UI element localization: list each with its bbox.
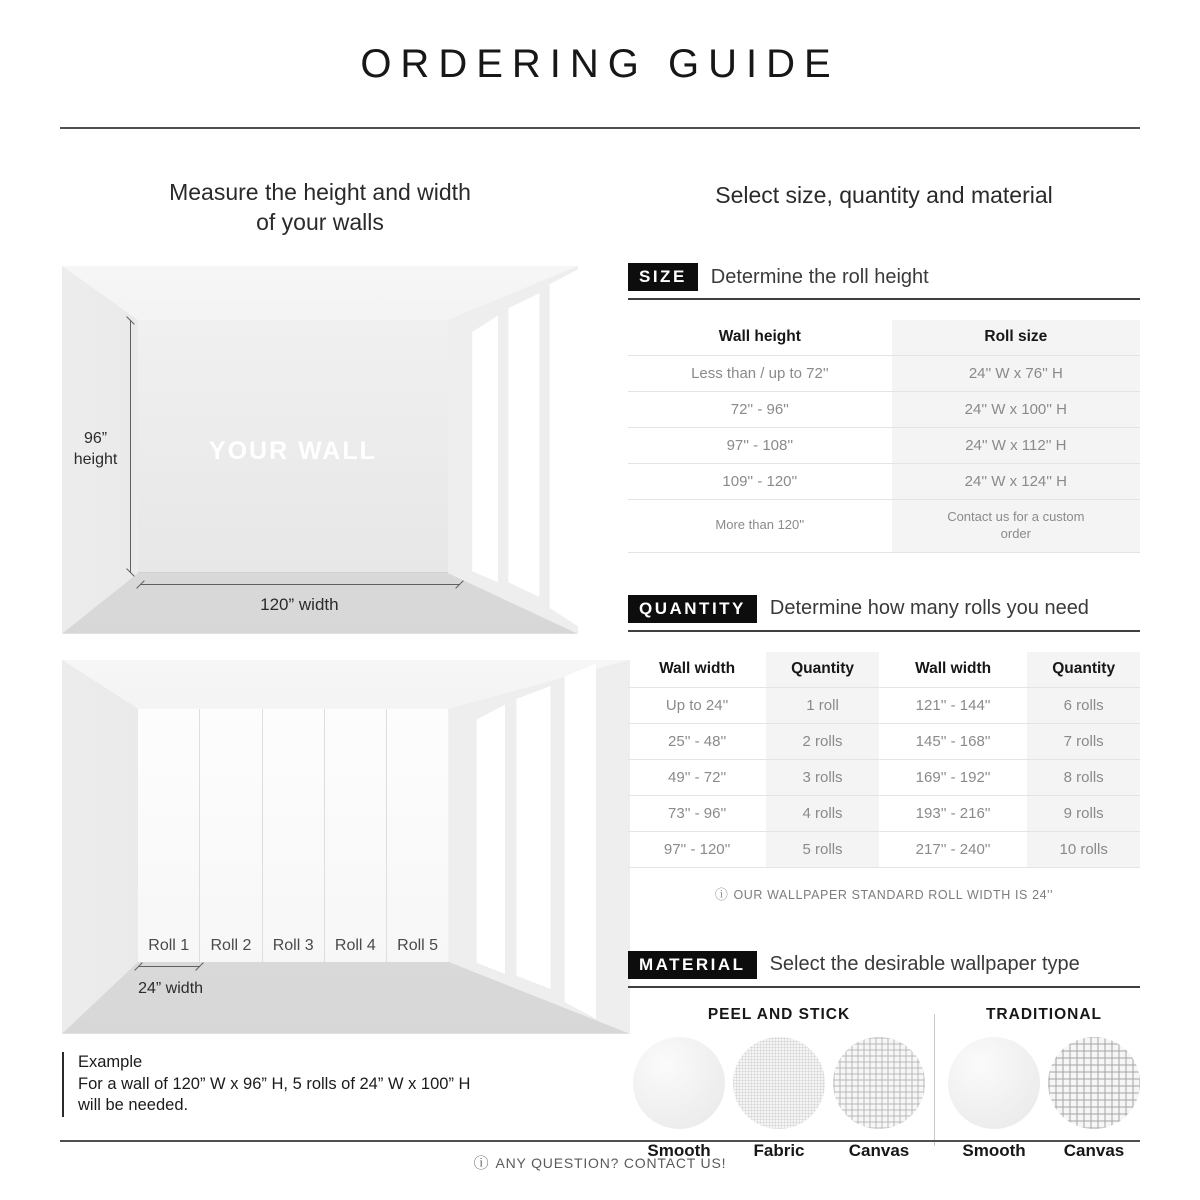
material-option-fabric: Fabric — [733, 1037, 825, 1161]
quantity-table-row — [628, 759, 1140, 795]
roll-width-label: 24” width — [138, 979, 204, 997]
size-section-header — [628, 263, 1140, 300]
material-option-canvas: Canvas — [833, 1037, 925, 1161]
material-section-header — [628, 951, 1140, 988]
quantity-cell: 1 roll — [766, 687, 879, 723]
title-divider — [60, 127, 1140, 129]
size-table-row — [628, 428, 1140, 464]
example-note — [62, 1052, 630, 1117]
quantity-cell: 3 rolls — [766, 759, 879, 795]
wallpaper-panel — [387, 709, 448, 962]
example-title: Example — [78, 1052, 143, 1071]
size-table-row — [628, 356, 1140, 392]
traditional-group — [948, 1006, 1140, 1161]
measure-heading — [62, 178, 578, 238]
wall-height-cell: 97'' - 108'' — [726, 437, 794, 454]
measure-column — [62, 178, 630, 1117]
select-heading: Select size, quantity and material — [715, 182, 1053, 208]
traditional-title: TRADITIONAL — [985, 1005, 1103, 1023]
wall-height-cell: 72'' - 96'' — [730, 401, 789, 418]
canvas-texture-swatch — [833, 1037, 925, 1129]
quantity-cell: 9 rolls — [1027, 795, 1140, 831]
canvas-texture-swatch — [1048, 1037, 1140, 1129]
footer-divider — [60, 1140, 1140, 1142]
quantity-subtitle: Determine how many rolls you need — [769, 597, 1089, 620]
quantity-header: Quantity — [1027, 652, 1140, 688]
quantity-cell: 5 rolls — [766, 831, 879, 867]
wall-width-cell: 25'' - 48'' — [668, 732, 727, 750]
size-table-row — [628, 500, 1140, 553]
footer-contact-note: ⓘ ANY QUESTION? CONTACT US! — [473, 1155, 727, 1172]
size-section — [628, 263, 1140, 553]
page-title: ORDERING GUIDE — [360, 42, 840, 86]
roll-size-cell: 24'' W x 100'' H — [892, 392, 1140, 428]
material-groups — [628, 1006, 1140, 1161]
material-tag: MATERIAL — [628, 951, 757, 979]
roll-size-header: Roll size — [892, 320, 1140, 356]
wall-height-cell: Less than / up to 72'' — [691, 365, 829, 382]
info-icon: ⓘ — [714, 886, 729, 902]
peel-and-stick-title: PEEL AND STICK — [707, 1005, 851, 1023]
smooth-texture-swatch — [948, 1037, 1040, 1129]
roll-size-cell: 24'' W x 124'' H — [892, 464, 1140, 500]
roll-label: Roll 1 — [148, 936, 190, 954]
quantity-cell: 2 rolls — [766, 723, 879, 759]
wall-width-cell: 193'' - 216'' — [915, 804, 991, 822]
quantity-table-header-row — [628, 652, 1140, 688]
wall-width-header: Wall width — [659, 659, 736, 677]
example-line2: will be needed. — [78, 1096, 189, 1115]
quantity-cell: 8 rolls — [1027, 759, 1140, 795]
roll-label: Roll 2 — [210, 936, 252, 954]
quantity-table-row — [628, 723, 1140, 759]
quantity-cell: 10 rolls — [1027, 831, 1140, 867]
quantity-table-row — [628, 831, 1140, 867]
wall-width-cell: 97'' - 120'' — [663, 840, 731, 858]
size-subtitle: Determine the roll height — [710, 265, 929, 288]
wall-width-cell: 169'' - 192'' — [915, 768, 991, 786]
wall-width-cell: 145'' - 168'' — [915, 732, 991, 750]
wall-height-cell: 109'' - 120'' — [722, 473, 798, 490]
quantity-cell: 6 rolls — [1027, 687, 1140, 723]
roll-width-measure-line — [138, 966, 200, 967]
roll-size-cell-contact: Contact us for a custom order — [892, 500, 1140, 553]
room-illustration-rolls — [62, 660, 630, 1034]
wall-width-cell: Up to 24'' — [665, 696, 729, 714]
material-divider — [934, 1014, 935, 1146]
wall-width-cell: 121'' - 144'' — [915, 696, 991, 714]
smooth-texture-swatch — [633, 1037, 725, 1129]
width-measure-line — [140, 584, 460, 585]
roll-width-note: ⓘ OUR WALLPAPER STANDARD ROLL WIDTH IS 24'' — [714, 886, 1054, 902]
wallpaper-panels — [138, 709, 448, 962]
roll-size-cell: 24'' W x 112'' H — [892, 428, 1140, 464]
height-measure-line — [130, 320, 131, 573]
roll-label: Roll 3 — [272, 936, 314, 954]
material-option-smooth: Smooth — [948, 1037, 1040, 1161]
wall-width-cell: 217'' - 240'' — [915, 840, 991, 858]
fabric-texture-swatch — [733, 1037, 825, 1129]
wallpaper-panel — [325, 709, 387, 962]
size-table-row — [628, 392, 1140, 428]
material-option-canvas: Canvas — [1048, 1037, 1140, 1161]
height-word: height — [73, 451, 118, 469]
size-table-row — [628, 464, 1140, 500]
material-section — [628, 951, 1140, 1161]
peel-and-stick-group — [633, 1006, 925, 1161]
select-column — [628, 182, 1140, 1161]
quantity-table-row — [628, 795, 1140, 831]
measure-heading-line2: of your walls — [256, 208, 384, 235]
wall-height-cell: More than 120'' — [715, 517, 805, 533]
width-label: 120” width — [260, 595, 339, 615]
quantity-cell: 4 rolls — [766, 795, 879, 831]
size-table-header-row — [628, 320, 1140, 356]
info-icon: ⓘ — [473, 1155, 490, 1172]
wall-width-cell: 49'' - 72'' — [668, 768, 727, 786]
measure-heading-line1: Measure the height and width — [169, 179, 471, 205]
room-illustration-measure — [62, 266, 578, 634]
quantity-table — [628, 652, 1140, 868]
height-label — [62, 428, 129, 471]
example-line1: For a wall of 120” W x 96” H, 5 rolls of 24” W x 100” H — [78, 1074, 471, 1093]
wall-width-cell: 73'' - 96'' — [668, 804, 727, 822]
wall-width-header: Wall width — [915, 659, 992, 677]
roll-label: Roll 4 — [334, 936, 376, 954]
material-option-smooth: Smooth — [633, 1037, 725, 1161]
quantity-tag: QUANTITY — [628, 595, 757, 623]
size-table — [628, 320, 1140, 553]
roll-label: Roll 5 — [397, 936, 439, 954]
your-wall-label: YOUR WALL — [208, 436, 377, 465]
wallpaper-panel — [138, 709, 200, 962]
wall-height-header: Wall height — [718, 328, 801, 345]
wallpaper-panel — [200, 709, 262, 962]
material-subtitle: Select the desirable wallpaper type — [769, 953, 1080, 976]
quantity-table-row — [628, 687, 1140, 723]
height-value: 96” — [83, 429, 108, 447]
roll-size-cell: 24'' W x 76'' H — [892, 356, 1140, 392]
quantity-cell: 7 rolls — [1027, 723, 1140, 759]
quantity-section-header — [628, 595, 1140, 632]
wallpaper-panel — [263, 709, 325, 962]
quantity-section — [628, 595, 1140, 903]
quantity-header: Quantity — [766, 652, 879, 688]
size-tag: SIZE — [628, 263, 698, 291]
